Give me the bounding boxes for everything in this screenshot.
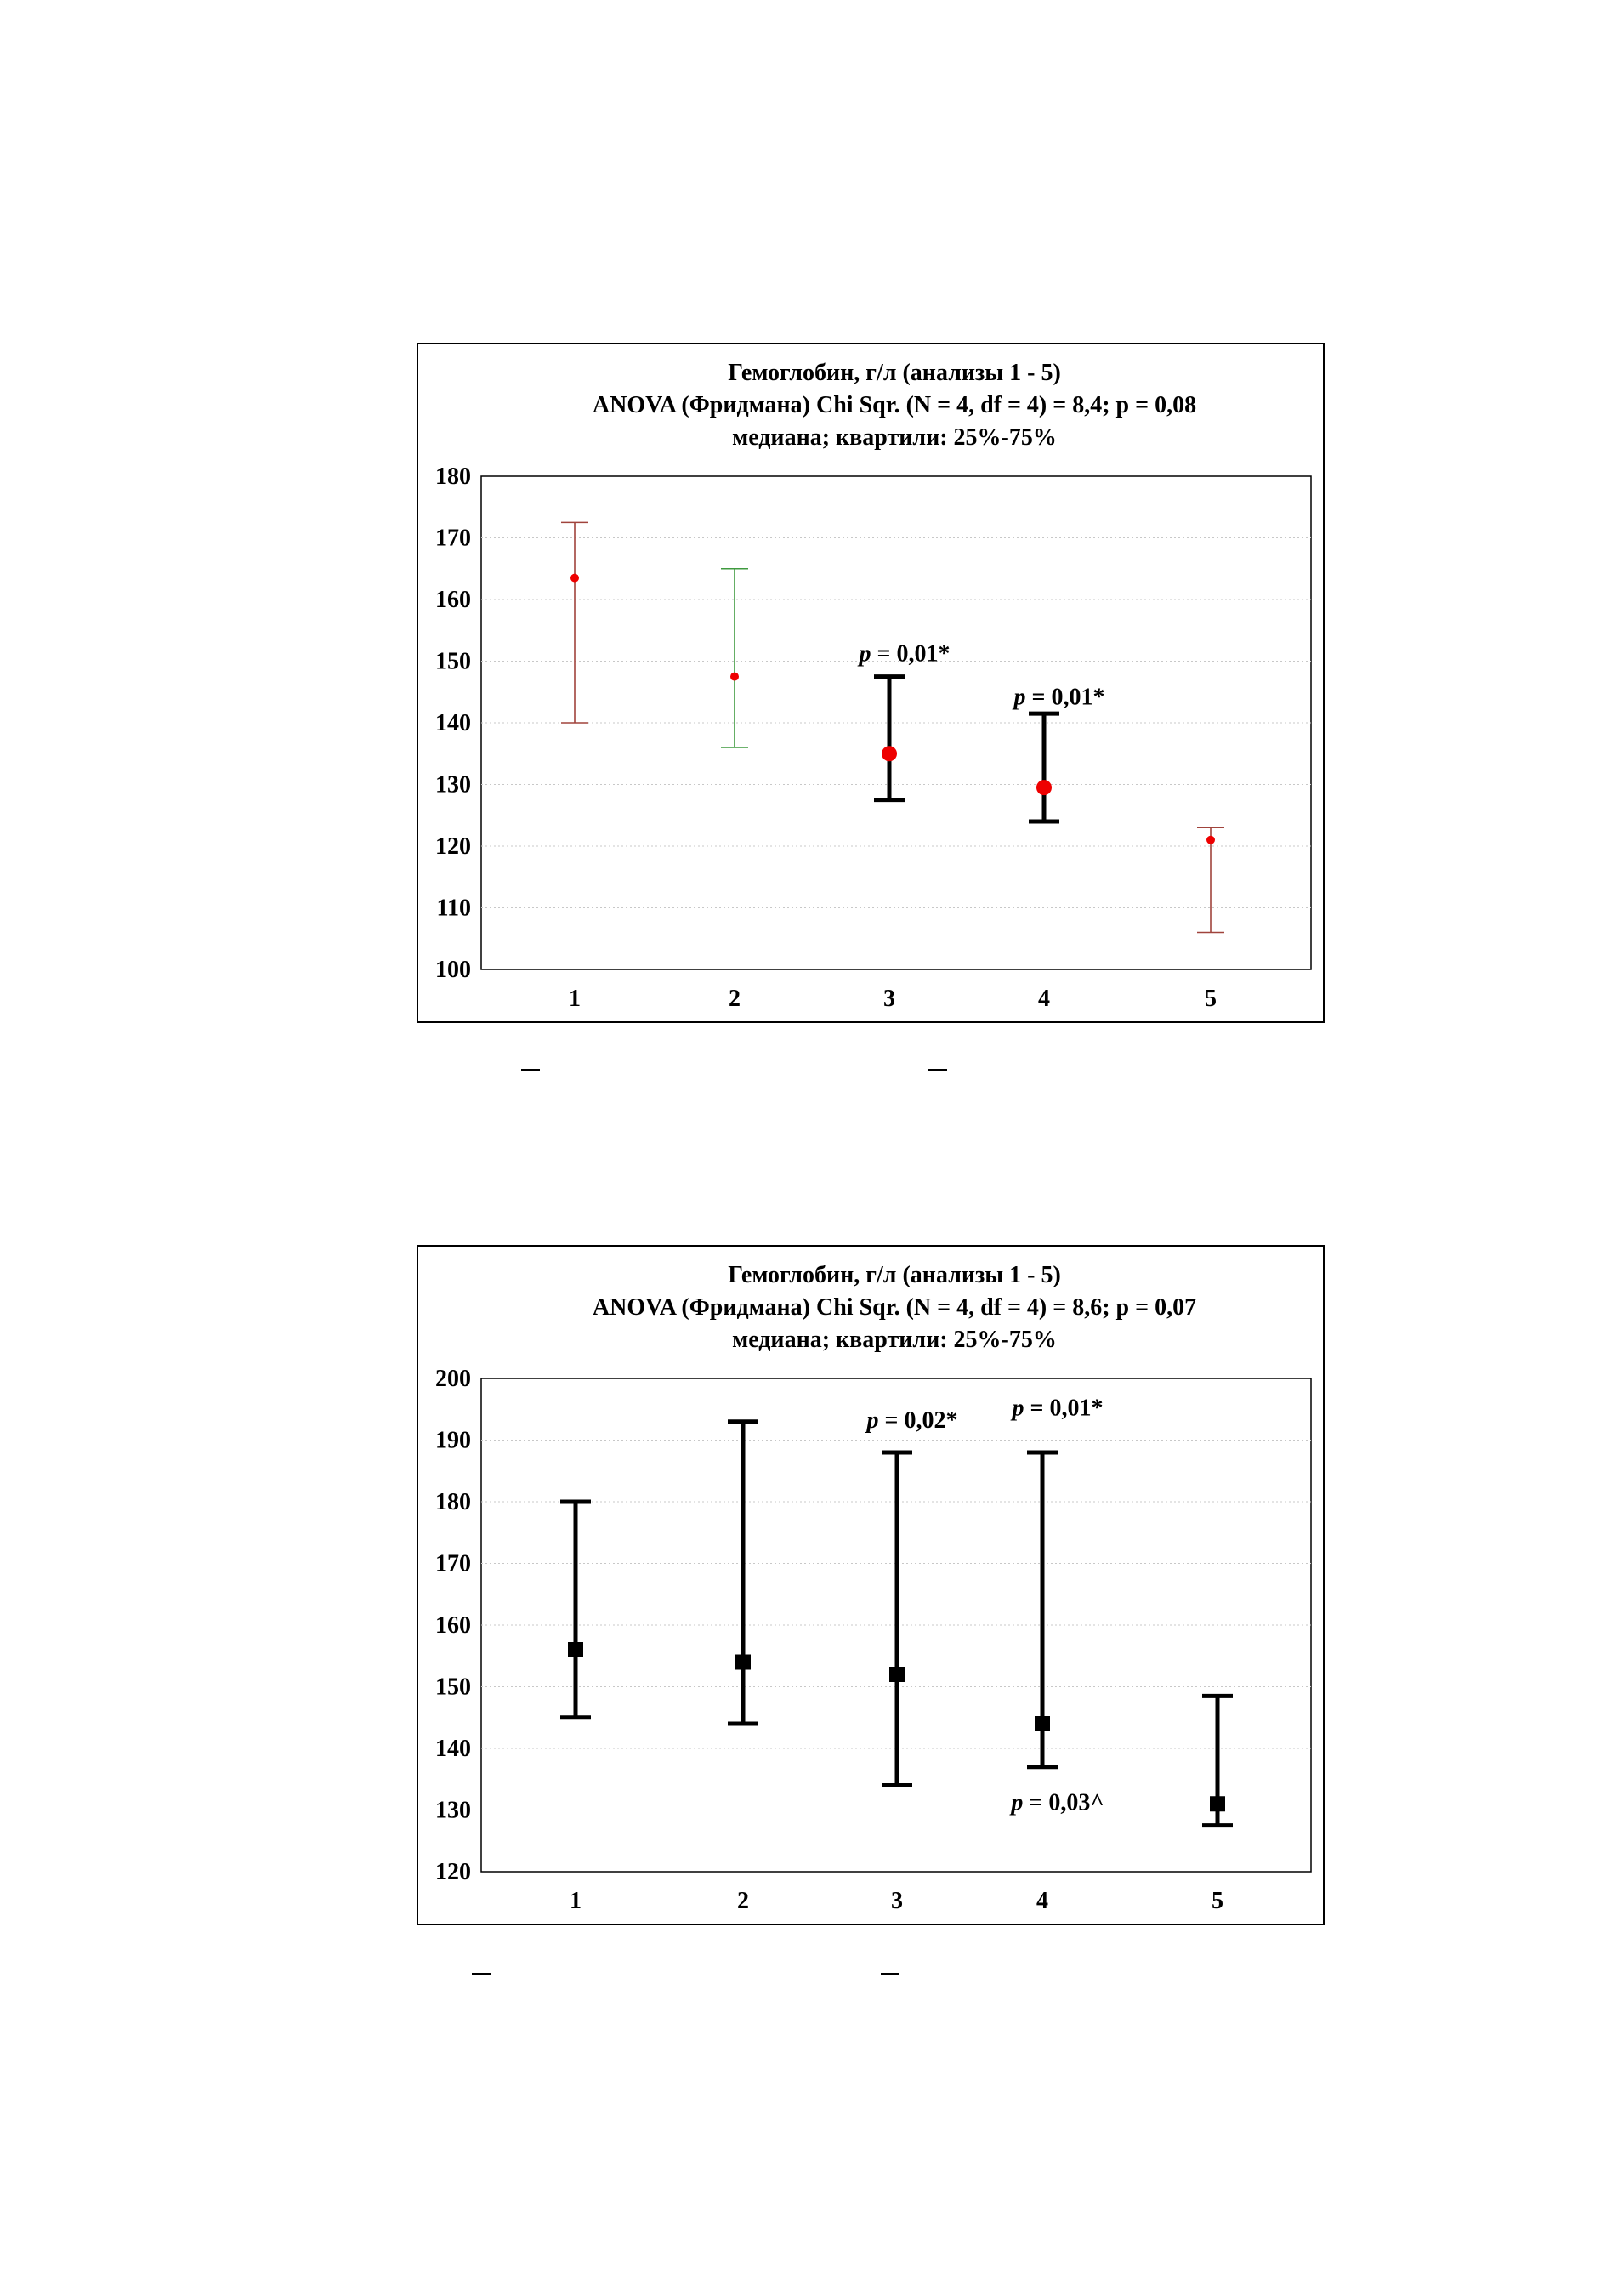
chart-title-line: Гемоглобин, г/л (анализы 1 - 5) [728,1262,1061,1288]
x-tick-label: 3 [883,986,895,1012]
median-point [882,746,897,761]
y-tick-label: 130 [435,1797,471,1824]
x-tick-label: 5 [1205,986,1217,1012]
p-value-annotation [1009,1790,1104,1816]
y-tick-label: 100 [435,957,471,983]
chart-2-svg [418,1247,1323,1924]
p-value-text: = 0,01* [1024,1395,1104,1422]
chart-2-hemoglobin [417,1245,1325,1925]
x-tick-label: 2 [737,1888,749,1914]
x-tick-label: 3 [891,1888,903,1914]
median-point [735,1655,751,1670]
p-symbol: p [1013,684,1026,711]
separator-dash [521,1069,540,1071]
p-value-text: = 0,02* [878,1407,958,1434]
median-point [730,673,739,681]
y-tick-label: 170 [435,1550,471,1577]
y-tick-label: 150 [435,648,471,675]
y-tick-label: 200 [435,1366,471,1392]
x-tick-label: 4 [1036,1888,1048,1914]
p-symbol: p [1012,1395,1024,1422]
p-value-annotation [1011,1395,1104,1422]
chart-title-line: медиана; квартили: 25%-75% [732,1327,1057,1353]
p-symbol: p [866,1407,879,1434]
x-tick-label: 2 [729,986,741,1012]
median-point [1206,836,1215,844]
chart-title-line: медиана; квартили: 25%-75% [732,424,1057,451]
y-tick-label: 160 [435,1612,471,1639]
median-point [568,1642,583,1657]
x-tick-label: 5 [1212,1888,1223,1914]
x-tick-label: 1 [570,1888,582,1914]
x-tick-label: 4 [1038,986,1050,1012]
y-tick-label: 170 [435,525,471,552]
separator-dash [928,1069,947,1071]
p-symbol: p [1011,1789,1024,1816]
y-tick-label: 180 [435,463,471,490]
median-point [889,1667,905,1682]
y-tick-label: 160 [435,587,471,613]
median-point [570,574,579,583]
p-symbol: p [859,640,871,668]
y-tick-label: 190 [435,1427,471,1454]
y-tick-label: 150 [435,1674,471,1701]
y-tick-label: 180 [435,1489,471,1515]
p-value-annotation [1013,684,1105,710]
p-value-text: = 0,03^ [1023,1789,1104,1816]
median-point [1210,1796,1225,1811]
median-point [1036,780,1052,795]
median-point [1035,1716,1050,1731]
chart-1-hemoglobin [417,343,1325,1023]
y-tick-label: 120 [435,1859,471,1885]
x-tick-label: 1 [569,986,581,1012]
p-value-annotation [858,641,951,668]
y-tick-label: 140 [435,710,471,736]
p-value-text: = 0,01* [1025,684,1105,711]
p-value-annotation [865,1407,958,1434]
p-value-text: = 0,01* [871,640,951,668]
chart-title-line: Гемоглобин, г/л (анализы 1 - 5) [728,360,1061,386]
y-tick-label: 110 [436,895,471,922]
separator-dash [472,1973,491,1975]
chart-title-line: ANOVA (Фридмана) Chi Sqr. (N = 4, df = 4) = 8,4; p = 0,08 [592,392,1197,418]
y-tick-label: 120 [435,833,471,860]
chart-1-svg [418,344,1323,1021]
y-tick-label: 140 [435,1736,471,1762]
separator-dash [881,1973,899,1975]
y-tick-label: 130 [435,771,471,798]
chart-title-line: ANOVA (Фридмана) Chi Sqr. (N = 4, df = 4) = 8,6; p = 0,07 [592,1294,1197,1321]
